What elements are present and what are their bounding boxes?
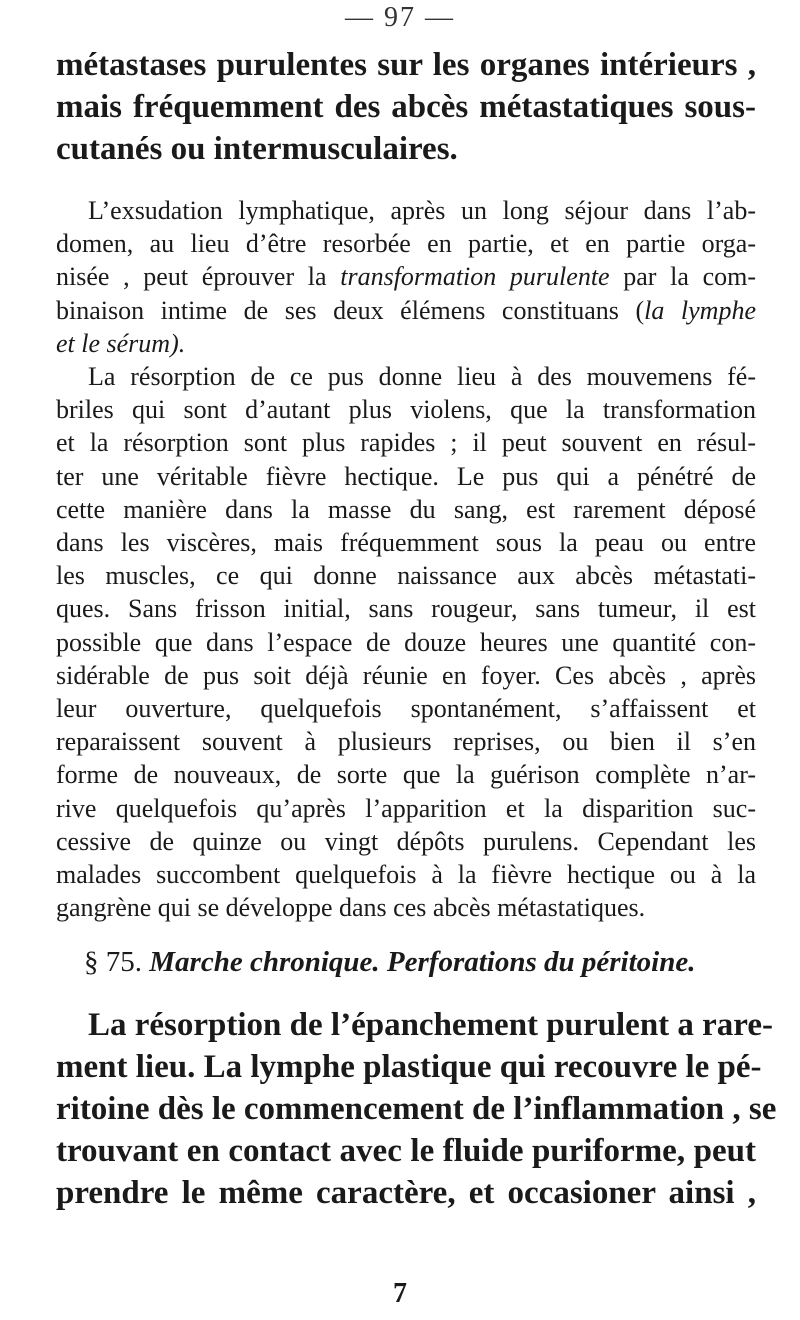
section-title: Marche chronique. Perforations du péritoine. (149, 946, 696, 979)
text-run: par la com- (609, 262, 757, 292)
text-line: L’exsudation lymphatique, après un long séjour dans l’ab- (88, 196, 756, 225)
text-line: ter une véritable fièvre hectique. Le pus qui a pénétré de (56, 461, 756, 491)
text-line: forme de nouveaux, de sorte que la guérison complète n’ar- (56, 760, 756, 790)
section-heading (56, 944, 756, 980)
text-line: les muscles, ce qui donne naissance aux abcès métastati- (56, 561, 756, 591)
text-line: sidérable de pus soit déjà réunie en foyer. Ces abcès , après (56, 660, 756, 690)
text-line: ritoine dès le commencement de l’inflammation , se (56, 1091, 777, 1128)
text-line: mais fréquemment des abcès métastatiques sous- (56, 89, 756, 125)
signature-mark: 7 (393, 1278, 407, 1309)
page-number: — 97 — (345, 2, 455, 33)
paragraph-continuation (56, 44, 756, 170)
text-line: ques. Sans frisson initial, sans rougeur, sans tumeur, il est (56, 594, 756, 624)
text-line: dans les viscères, mais fréquemment sous la peau ou entre (56, 528, 756, 558)
text-line (56, 260, 756, 293)
text-line: La résorption de l’épanchement purulent a rare- (88, 1007, 773, 1044)
paragraph-section-75 (56, 1004, 777, 1214)
text-run: binaison intime de ses deux élémens constituans ( (56, 295, 645, 325)
text-line: briles qui sont d’autant plus violens, que la transformation (56, 395, 756, 425)
text-line: ment lieu. La lymphe plastique qui recouvre le pé- (56, 1049, 762, 1086)
text-line: leur ouverture, quelquefois spontanément, s’affaissent et (56, 694, 756, 724)
paragraph-exsudation (56, 194, 756, 360)
text-run: nisée , peut éprouver la (56, 262, 341, 292)
text-line (56, 294, 756, 327)
italic-term: et le sérum). (56, 328, 186, 358)
text-line: prendre le même caractère, et occasioner ainsi , (56, 1175, 756, 1212)
text-block (56, 44, 777, 1214)
text-line: cette manière dans la masse du sang, est rarement déposé (56, 494, 756, 524)
text-line: trouvant en contact avec le fluide puriforme, peut (56, 1133, 756, 1170)
text-line: La résorption de ce pus donne lieu à des mouvemens fé- (88, 362, 756, 392)
text-line: rive quelquefois qu’après l’apparition et la disparition suc- (56, 793, 756, 823)
italic-term: la lymphe (644, 295, 756, 325)
text-line: cutanés ou intermusculaires. (56, 131, 458, 167)
text-line (56, 327, 756, 360)
paragraph-resorption (56, 360, 756, 924)
text-line: métastases purulentes sur les organes intérieurs , (56, 47, 756, 83)
text-line: gangrène qui se développe dans ces abcès métastatiques. (56, 893, 646, 923)
text-line: possible que dans l’espace de douze heures une quantité con- (56, 627, 756, 657)
italic-term: transformation purulente (340, 262, 610, 292)
text-line: reparaissent souvent à plusieurs reprises, ou bien il s’en (56, 727, 756, 757)
text-line: malades succombent quelquefois à la fièvre hectique ou à la (56, 860, 756, 890)
text-line: domen, au lieu d’être resorbée en partie, et en partie orga- (56, 229, 756, 259)
text-line: et la résorption sont plus rapides ; il peut souvent en résul- (56, 428, 756, 458)
section-number: § 75. (84, 946, 142, 979)
text-line: cessive de quinze ou vingt dépôts purulens. Cependant les (56, 826, 756, 856)
